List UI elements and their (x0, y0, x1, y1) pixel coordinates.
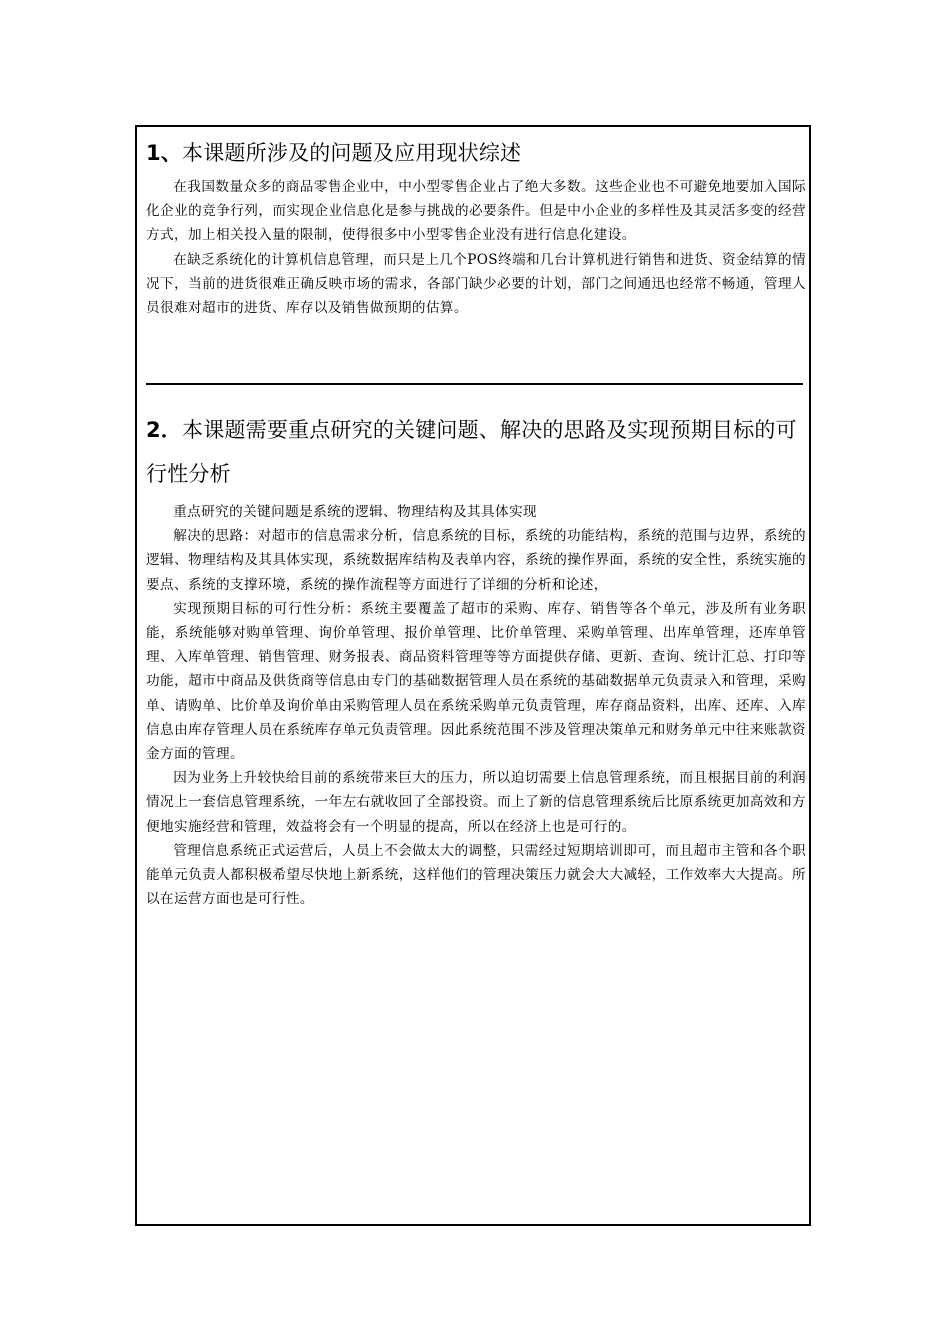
section-1-heading (146, 135, 806, 171)
section-2-title: 本课题需要重点研究的关键问题、解决的思路及实现预期目标的可行性分析 (146, 418, 797, 486)
paragraph: 实现预期目标的可行性分析：系统主要覆盖了超市的采购、库存、销售等各个单元，涉及所有业务职能，系统能够对购单管理、询价单管理、报价单管理、比价单管理、采购单管理、出库单管理，还库单管理、入库单管理、销售管理、财务报表、商品资料管理等等方面提供存储、更新、查询、统计汇总、打印等功能，超市中商品及供货商等信息由专门的基础数据管理人员在系统的基础数据单元负责录入和管理，采购单、请购单、比价单及询价单由采购管理人员在系统采购单元负责管理，库存商品资料，出库、还库、入库信息由库存管理人员在系统库存单元负责管理。因此系统范围不涉及管理决策单元和财务单元中往来账款资金方面的管理。 (146, 600, 806, 763)
section-1-title: 本课题所涉及的问题及应用现状综述 (182, 141, 522, 165)
section-1-body (146, 175, 806, 320)
section-1-number: 1、 (146, 141, 183, 165)
paragraph: 在我国数量众多的商品零售企业中，中小型零售企业占了绝大多数。这些企业也不可避免地要加入国际化企业的竞争行列，而实现企业信息化是参与挑战的必要条件。但是中小企业的多样性及其灵活多变的经营方式，加上相关投入量的限制，使得很多中小型零售企业没有进行信息化建设。 (146, 179, 806, 244)
section-divider (146, 383, 803, 385)
section-2 (146, 408, 806, 911)
section-1 (146, 135, 806, 320)
paragraph: 解决的思路：对超市的信息需求分析，信息系统的目标，系统的功能结构，系统的范围与边界，系统的逻辑、物理结构及其具体实现，系统数据库结构及表单内容，系统的操作界面，系统的安全性，系统实施的要点、系统的支撑环境，系统的操作流程等方面进行了详细的分析和论述， (146, 528, 806, 593)
paragraph: 重点研究的关键问题是系统的逻辑、物理结构及其具体实现 (173, 504, 538, 520)
section-2-heading (146, 408, 806, 496)
paragraph: 管理信息系统正式运营后，人员上不会做太大的调整，只需经过短期培训即可，而且超市主管和各个职能单元负责人都积极希望尽快地上新系统，这样他们的管理决策压力就会大大减轻，工作效率大大提高。所以在运营方面也是可行性。 (146, 842, 806, 908)
paragraph: 因为业务上升较快给目前的系统带来巨大的压力，所以迫切需要上信息管理系统，而且根据目前的利润情况上一套信息管理系统，一年左右就收回了全部投资。而上了新的信息管理系统后比原系统更加高效和方便地实施经营和管理，效益将会有一个明显的提高，所以在经济上也是可行的。 (146, 770, 806, 835)
paragraph: 在缺乏系统化的计算机信息管理，而只是上几个POS终端和几台计算机进行销售和进货、资金结算的情况下，当前的进货很难正确反映市场的需求，各部门缺少必要的计划，部门之间通迅也经常不畅通，管理人员很难对超市的进货、库存以及销售做预期的估算。 (146, 251, 806, 317)
section-2-body (146, 500, 806, 911)
section-2-number: 2． (146, 418, 183, 442)
